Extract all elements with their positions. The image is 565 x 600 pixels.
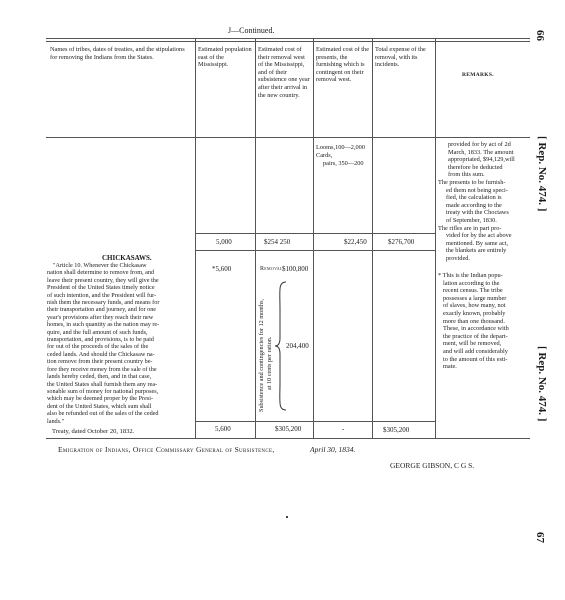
remark-line: of slaves, how many, not [443,302,506,310]
running-head: J—Continued. [228,26,275,35]
subsistence-amount: 204,400 [286,342,309,350]
article-line: quire, and the full amount of such funds, [47,328,148,336]
remark-line: mentioned. By same act, [446,239,509,247]
article-line: year's provisions after they reach their new [47,313,154,321]
page-number-bottom: 67 [534,532,546,543]
looms-line-1: Looms,100—2,000 [316,144,365,151]
article-line: transportation, and provisions, is to be paid [47,336,154,344]
remark-line: vided for by the act above [446,232,512,240]
article-line: of such intention, and the President will fur- [47,291,157,299]
signature: GEORGE GIBSON, C G S. [390,461,475,470]
rule-col-3 [313,38,314,438]
remark-line: from this sum. [448,171,485,179]
remark-line: The presents to be furnish- [438,178,506,186]
totals-1-removal: $254 250 [264,238,291,246]
remark-line: The rifles are in part pro- [438,224,502,232]
remark-line: the blankets are entirely [446,247,507,255]
article-line: "Article 10. Whenever the Chickasaw [53,262,147,269]
removal-label: Removal [260,266,283,272]
remark-line: possesses a large number [443,294,507,302]
header-names: Names of tribes, dates of treaties, and the stipulations for removing the Indians from the States. [50,46,185,61]
page-number-top: 66 [534,30,546,41]
article-line: the United States shall furnish them any rea- [47,380,158,388]
header-total-expense: Total expense of the removal, with its incidents. [375,46,426,69]
article-line: dent of the United States, which sum shall [47,402,152,410]
remark-line: exactly known, probably [443,309,506,317]
remark-line: made according to the [446,201,502,209]
rule-header-bottom [46,137,530,138]
header-presents-cost: Estimated cost of the presents, the furnishing which is contingent on their removal west. [316,46,369,84]
footer-date: April 30, 1834. [310,445,356,454]
remark-line: ment, will be removed, [443,340,502,348]
remark-line: recent census. The tribe [443,287,503,295]
subsistence-label-2: at 10 cents per ration. [266,336,273,390]
header-population: Estimated population east of the Mississippi. [198,46,252,69]
rule-totals-1-top [195,233,435,234]
totals-1-presents: $22,450 [344,238,367,246]
article-line: fore they receive money from the sale of the [47,365,157,373]
rule-col-4 [372,38,373,438]
remark-line: treaty with the Choctaws [446,209,509,217]
remark-line: March, 1833. The amount [448,148,514,156]
remark-line: These, in accordance with [443,325,509,333]
emigration-line: Emigration of Indians, Office Commissary General of Subsistence, [58,445,275,454]
remark-line: more than one thousand. [443,317,505,325]
remark-line: to the amount of this esti- [443,355,508,363]
article-line: also be refunded out of the sales of the ceded [47,410,159,418]
chickasaws-title: CHICKASAWS. [102,254,152,262]
chickasaws-remarks [438,272,530,371]
remark-line: provided for by act of 2d [448,141,511,148]
subsistence-label: Subsistence and contingencies for 12 months, [258,298,265,412]
article-line: which may be deemed proper by the Presi- [47,395,154,403]
article-line: lands." [47,417,65,425]
header-removal-cost: Estimated cost of their removal west of the Mississippi, and of their subsistence one year after their arrival in the new country. [258,46,310,99]
rule-top [46,38,530,39]
totals-2-total: $305,200 [383,426,410,434]
rule-totals-2-top [195,421,435,422]
remark-line: * This is the Indian popu- [438,272,503,279]
article-line: tion remove from their present country be- [47,358,153,366]
remark-line: therefore be deducted [448,163,503,171]
remark-line: of September, 1830. [446,216,497,224]
totals-2-removal: $305,200 [275,425,302,433]
treaty-date: Treaty, dated October 20, 1832. [52,428,135,435]
article-line: their transportation and journey, and for one [47,306,157,314]
rule-col-2 [255,38,256,438]
side-label-bottom: [ Rep. No. 474. ] [536,346,548,422]
remark-line: provided. [446,254,470,262]
article-line: leave their present country, they will give the [47,276,159,284]
speck [286,516,288,518]
chickasaws-article [47,262,193,425]
article-line: ceded lands. And should the Chickasaw na- [47,350,155,358]
chickasaws-population: *5,600 [212,265,232,273]
article-line: homes, in such quantity as the nation may re- [47,321,160,329]
upper-remarks [438,141,530,263]
removal-amount: $100,800 [282,265,309,273]
looms-line-2: Cards, [316,152,333,159]
rule-totals-1-bottom [195,250,435,251]
article-line: for out of the proceeds of the sales of the [47,343,149,351]
rule-col-1 [195,38,196,438]
article-line: nish them the necessary funds, and means for [47,299,160,307]
looms-line-3: pairs, 350—200 [323,160,364,167]
remark-line: ed them not being speci- [446,186,508,194]
remark-line: mate. [443,363,457,371]
article-line: President of the United States timely notice [47,284,155,292]
article-line: nation shall determine to remove from, and [47,269,155,277]
header-remarks: REMARKS. [462,72,494,78]
remark-line: appropriated, $94,129,will [448,156,515,164]
totals-2-population: 5,600 [215,425,231,433]
remark-line: lation according to the [443,279,500,287]
totals-1-population: 5,000 [216,238,232,246]
remark-line: and will add considerably [443,347,508,355]
rule-col-5 [435,38,436,438]
side-label-top: [ Rep. No. 474. ] [536,136,548,212]
totals-1-total: $276,700 [388,238,415,246]
remark-line: fied, the calculation is [446,194,502,202]
article-line: sonable sum of money for national purposes, [47,387,159,395]
rule-top-2 [46,41,530,42]
remark-line: the practice of the depart- [443,332,508,340]
rule-bottom [46,438,530,439]
article-line: lands hereby ceded, then, and in that case, [47,373,152,381]
totals-2-presents: - [342,425,345,433]
